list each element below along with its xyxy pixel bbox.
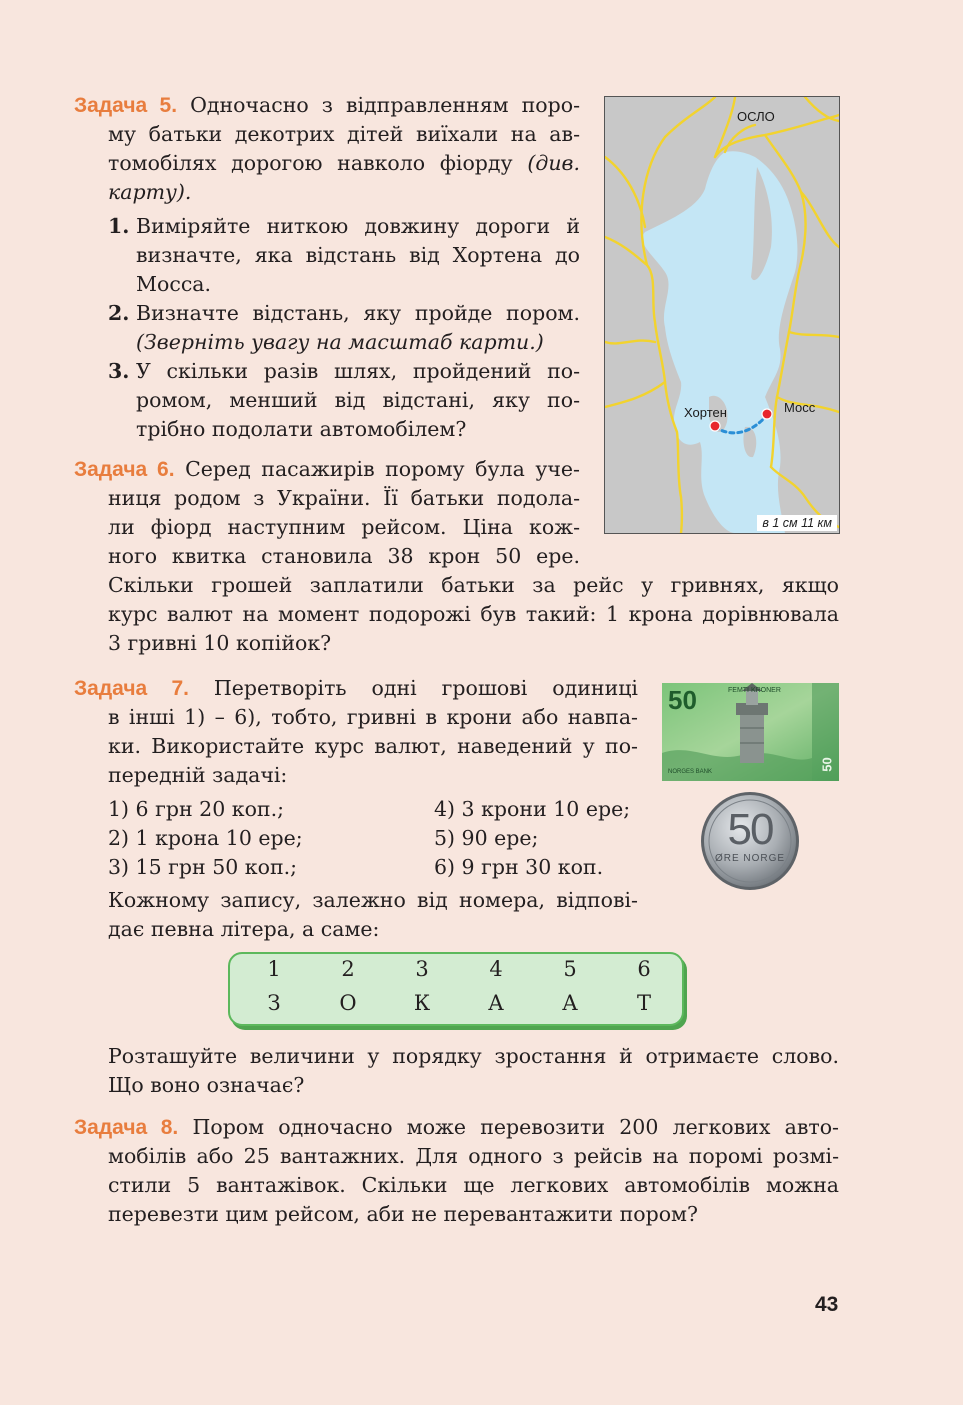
horten-dot (710, 421, 720, 431)
task6-label: Задача 6. (74, 458, 175, 481)
task7-label: Задача 7. (74, 677, 189, 700)
code-letter: О (339, 991, 357, 1015)
coin-text: ØRE NORGE (714, 853, 786, 864)
banknote-bank: NORGES BANK (668, 769, 713, 775)
code-letter: А (488, 991, 504, 1015)
banknote-title: FEMTI KRONER (728, 687, 781, 694)
page-number: 43 (815, 1293, 839, 1316)
task8-label: Задача 8. (74, 1116, 179, 1139)
option-2: 2) 1 крона 10 ере; (108, 826, 303, 850)
banknote-value: 50 (668, 685, 697, 715)
map-label-oslo: ОСЛО (737, 109, 775, 124)
task7-paragraph: Задача 7. Перетворіть одні грошові одиниці в інші 1) – 6), тобто, гривні в крони або навпа- ки. Використайте курс валют, наведений у по- передній задачі: (74, 676, 638, 787)
option-3: 3) 15 грн 50 коп.; (108, 855, 298, 879)
task7-final-text: Розташуйте величини у порядку зростання й отримаєте слово. Що воно означає? (108, 1044, 839, 1097)
task5-item-1: 1. Виміряйте ниткою довжину дороги й визначте, яка відстань від Хортена до Мосса. (108, 214, 580, 296)
banknote-50-kroner (662, 683, 839, 781)
fjord-map (604, 96, 840, 534)
task5-label: Задача 5. (74, 94, 178, 117)
code-number: 6 (637, 957, 651, 981)
task5-item-3: 3. У скільки разів шлях, пройдений по- ромом, менший від відстані, яку по- трібно подолати автомобілем? (108, 359, 580, 441)
option-4: 4) 3 крони 10 ере; (434, 797, 631, 821)
option-6: 6) 9 грн 30 коп. (434, 855, 604, 879)
task6-paragraph: Задача 6. Серед пасажирів порому була уче- ниця родом з України. Її батьки подола- ли фіорд наступним рейсом. Ціна кож- ного квитка становила 38 крон 50 ере. (74, 457, 580, 568)
task5-paragraph: Задача 5. Одночасно з відправленням поро- му батьки декотрих дітей виїхали на ав- томобілях дорогою навколо фіорду (див. карту). (74, 93, 580, 204)
code-number: 4 (489, 957, 503, 981)
coin-50-ore (700, 791, 800, 891)
map-label-moss: Мосс (784, 400, 816, 415)
code-letter: Т (636, 991, 651, 1015)
task8-paragraph: Задача 8. Пором одночасно може перевозити 200 легкових авто- мобілів або 25 вантажних. Для одного з рейсів на поромі розмі- стили 5 вантажівок. Скільки ще легкових автомобілів можна перевезти цим рейсом, аби не перевантажити пором? (74, 1115, 839, 1226)
letter-code-table (228, 952, 684, 1026)
code-letter: К (413, 991, 431, 1015)
task5-item-2: 2. Визначте відстань, яку пройде пором. (Зверніть увагу на масштаб карти.) (108, 301, 580, 354)
task7-after-text: Кожному запису, залежно від номера, відпові- дає певна літера, а саме: (108, 888, 638, 941)
code-number: 5 (563, 957, 577, 981)
code-letter: А (562, 991, 578, 1015)
task6-paragraph-cont: Скільки грошей заплатили батьки за рейс у гривнях, якщо курс валют на момент подорожі був такий: 1 крона дорівнювала 3 гривні 10 копійок? (108, 573, 839, 655)
code-number: 1 (267, 957, 281, 981)
map-scale: в 1 см 11 км (757, 515, 837, 531)
banknote-value-small: 50 (819, 757, 835, 772)
fjord-map-graphic (605, 97, 839, 533)
option-5: 5) 90 ере; (434, 826, 539, 850)
map-label-horten: Хортен (684, 405, 727, 420)
moss-dot (762, 409, 772, 419)
option-1: 1) 6 грн 20 коп.; (108, 797, 285, 821)
code-number: 3 (415, 957, 429, 981)
code-letter: З (267, 991, 281, 1015)
coin-value: 50 (727, 805, 773, 854)
code-number: 2 (341, 957, 355, 981)
